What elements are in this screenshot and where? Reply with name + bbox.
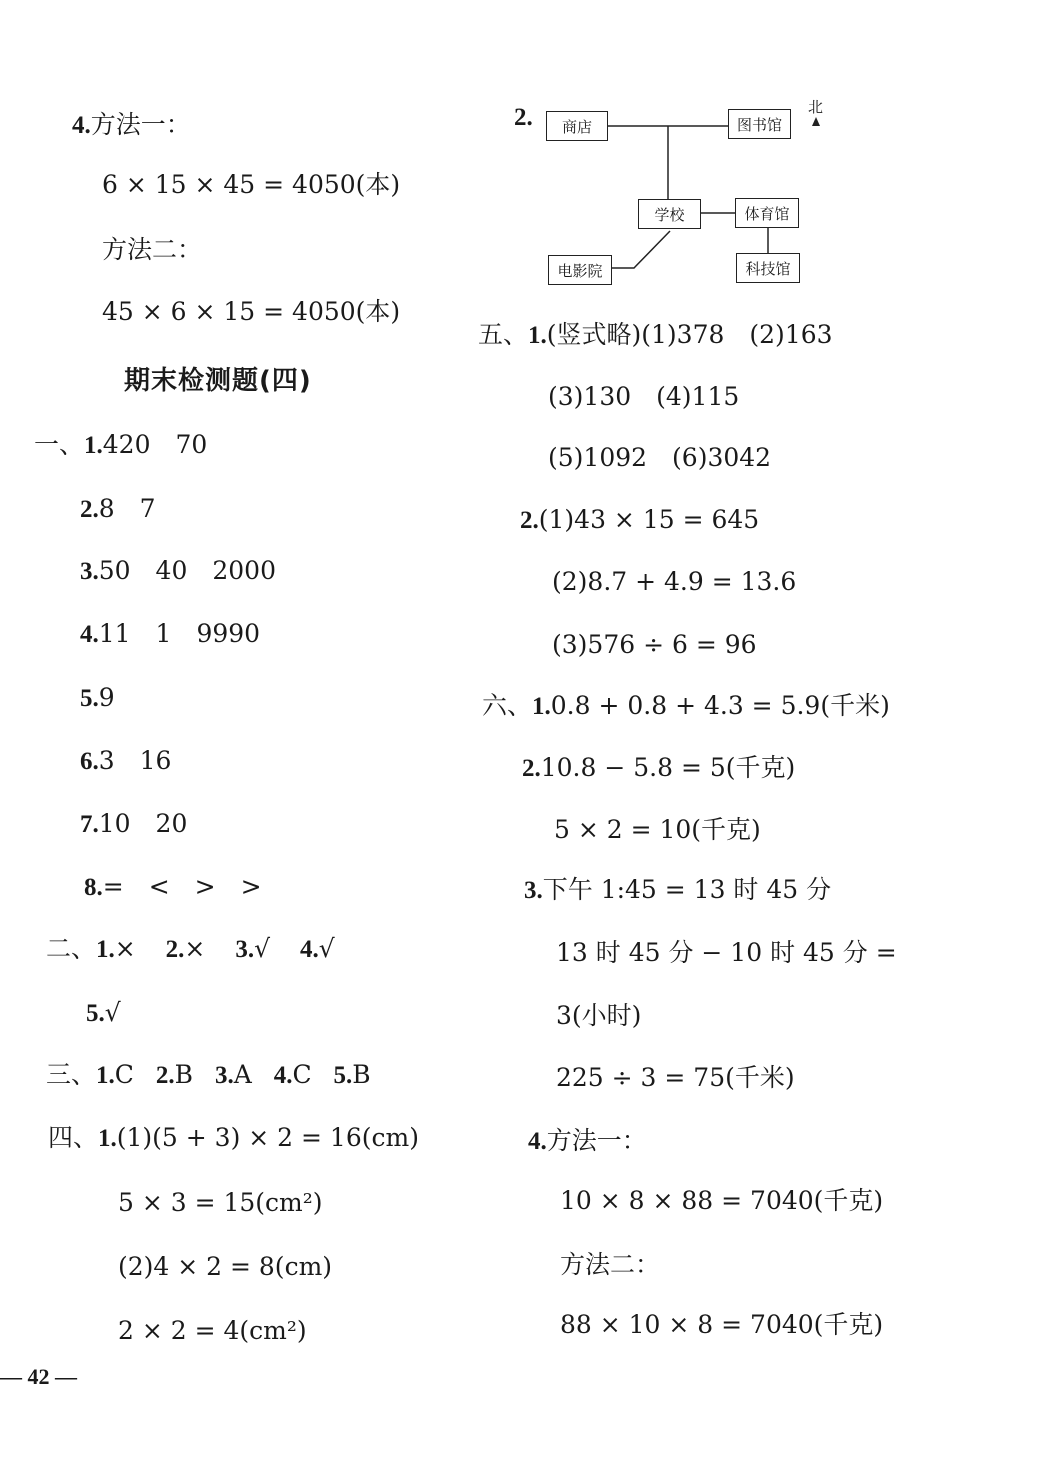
part5-q2-line1: 2.(1)43 × 15 = 645 (520, 505, 760, 534)
part1-item-5: 5.9 (80, 683, 115, 712)
part6-q4-heading: 4.方法一： (528, 1126, 647, 1155)
part4-line3: (2)4 × 2 = 8(cm) (118, 1252, 333, 1281)
part2-line2: 5.√ (86, 998, 121, 1027)
map-place-library: 图书馆 (728, 109, 791, 139)
part5-q1-line3: (5)1092 (6)3042 (548, 443, 772, 472)
part6-q3-line2: 13 时 45 分 − 10 时 45 分 = (556, 938, 897, 967)
part5-q1-line2: (3)130 (4)115 (548, 382, 740, 411)
part1-item-7: 7.10 20 (80, 809, 188, 838)
part2-line1: 二、1.× 2.× 3.√ 4.√ (46, 934, 335, 963)
north-indicator (808, 96, 823, 126)
page-number: — 42 — (0, 1364, 77, 1389)
part4-line2: 5 × 3 = 15(cm²) (118, 1188, 323, 1217)
north-label: 北 (808, 98, 824, 116)
map-place-gym: 体育馆 (735, 198, 799, 228)
part1-item-2: 2.8 7 (80, 494, 156, 523)
part6-q3-line4: 225 ÷ 3 = 75(千米) (556, 1063, 795, 1092)
part5-q1-line1: 五、1.(竖式略)(1)378 (2)163 (478, 320, 833, 349)
part5-q2-line2: (2)8.7 + 4.9 = 13.6 (552, 567, 797, 596)
map-place-cinema: 电影院 (548, 255, 612, 285)
part6-q1-line: 六、1.0.8 + 0.8 + 4.3 = 5.9(千米) (482, 691, 890, 720)
part4-line4: 2 × 2 = 4(cm²) (118, 1316, 307, 1345)
part1-item-6: 6.3 16 (80, 746, 172, 775)
part6-q2-line1: 2.10.8 − 5.8 = 5(千克) (522, 753, 796, 782)
part6-q2-line2: 5 × 2 = 10(千克) (554, 815, 761, 844)
part1-item-8: 8.= < > > (84, 872, 262, 901)
north-arrow-icon (812, 117, 820, 126)
q4-method1-heading: 4.方法一： (72, 110, 191, 139)
q4-method1-line: 6 × 15 × 45 = 4050(本) (102, 170, 401, 199)
q4-method2-line: 45 × 6 × 15 = 4050(本) (102, 297, 401, 326)
part6-q3-line3: 3(小时) (556, 1001, 642, 1030)
part6-q4-method2-heading: 方法二： (560, 1250, 661, 1279)
part4-line1: 四、1.(1)(5 + 3) × 2 = 16(cm) (48, 1123, 419, 1152)
part6-q4-method2-line: 88 × 10 × 8 = 7040(千克) (560, 1310, 884, 1339)
part6-q4-method1-line: 10 × 8 × 88 = 7040(千克) (560, 1186, 884, 1215)
part5-q2-line3: (3)576 ÷ 6 = 96 (552, 630, 757, 659)
question-number: 4. (72, 112, 91, 139)
map-place-school: 学校 (638, 199, 701, 229)
map-place-shop: 商店 (546, 111, 608, 141)
part6-q3-line1: 3.下午 1:45 = 13 时 45 分 (524, 875, 832, 904)
section-title: 期末检测题(四) (124, 366, 312, 396)
part1-item-4: 4.11 1 9990 (80, 619, 261, 648)
part1-item-3: 3.50 40 2000 (80, 556, 276, 585)
map-place-science-museum: 科技馆 (736, 253, 800, 283)
q2-map-number: 2. (514, 104, 533, 131)
q4-method2-heading: 方法二： (102, 235, 203, 264)
part3-line: 三、1.C 2.B 3.A 4.C 5.B (46, 1060, 371, 1089)
map-connector-lines (0, 0, 1045, 320)
part1-item-1: 一、1.420 70 (34, 430, 208, 459)
